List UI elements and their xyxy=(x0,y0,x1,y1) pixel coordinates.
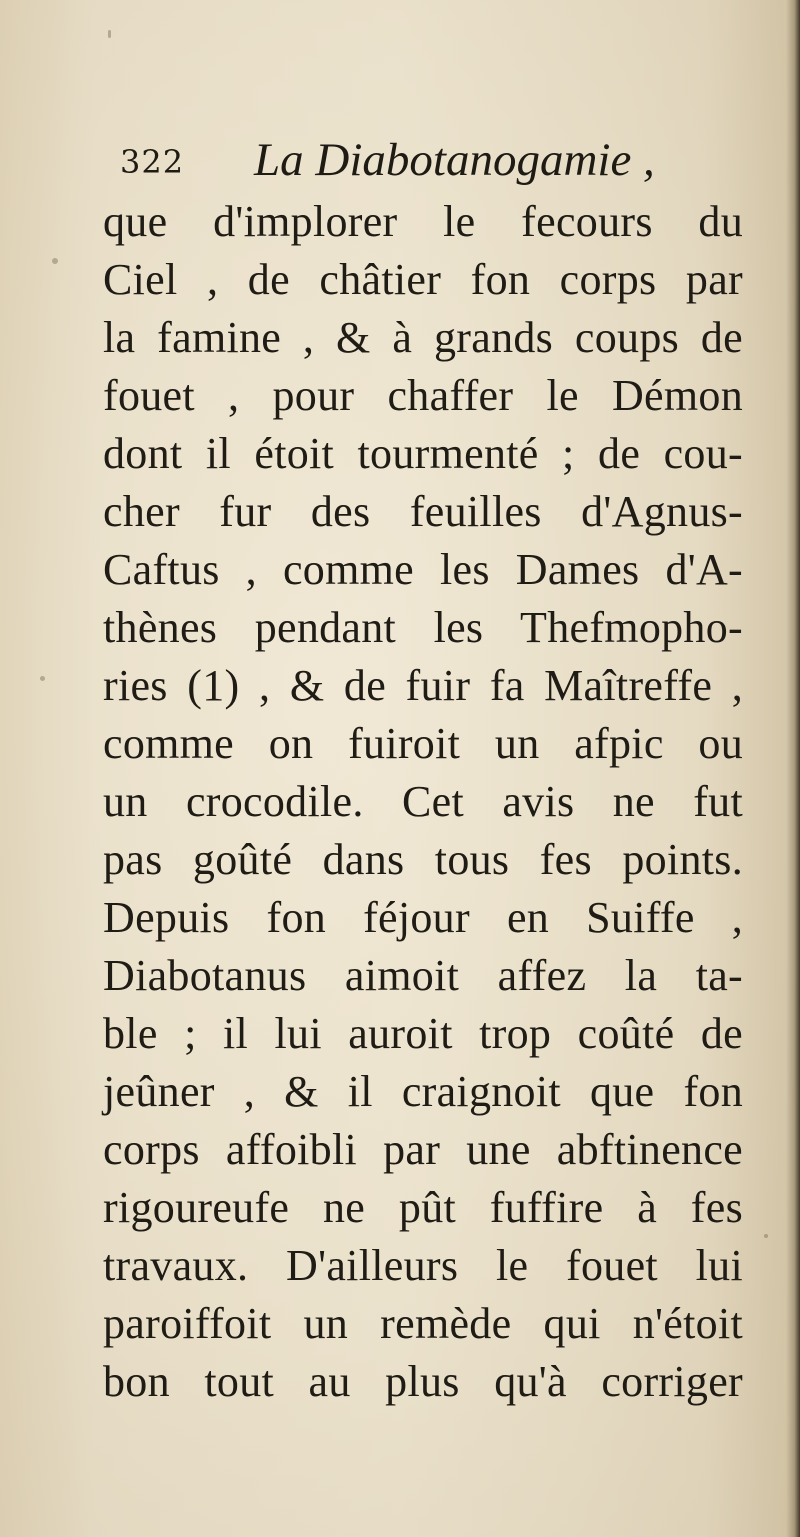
text-line: rigoureufe ne pût fuffire à fes xyxy=(103,1183,743,1232)
text-line: jeûner , & il craignoit que fon xyxy=(103,1067,743,1116)
text-line: comme on fuiroit un afpic ou xyxy=(103,719,743,768)
running-title: La Diabotanogamie , xyxy=(254,134,655,186)
text-line: Depuis fon féjour en Suiffe , xyxy=(103,893,743,942)
body-text xyxy=(103,193,743,1411)
text-line: cher fur des feuilles d'Agnus- xyxy=(103,487,743,536)
page-gutter-shadow xyxy=(786,0,800,1537)
text-line: Diabotanus aimoit affez la ta- xyxy=(103,951,743,1000)
text-line: travaux. D'ailleurs le fouet lui xyxy=(103,1241,743,1290)
text-line: un crocodile. Cet avis ne fut xyxy=(103,777,743,826)
paper-speck xyxy=(40,676,45,681)
text-line: la famine , & à grands coups de xyxy=(103,313,743,362)
text-line: Ciel , de châtier fon corps par xyxy=(103,255,743,304)
text-line: Caftus , comme les Dames d'A- xyxy=(103,545,743,594)
page-number: 322 xyxy=(120,143,185,181)
text-line: bon tout au plus qu'à corriger xyxy=(103,1357,743,1406)
text-line: pas goûté dans tous fes points. xyxy=(103,835,743,884)
text-line: paroiffoit un remède qui n'étoit xyxy=(103,1299,743,1348)
paper-speck xyxy=(764,1234,768,1238)
text-line: thènes pendant les Thefmopho- xyxy=(103,603,743,652)
paper-speck xyxy=(52,258,58,264)
text-line: dont il étoit tourmenté ; de cou- xyxy=(103,429,743,478)
text-line: que d'implorer le fecours du xyxy=(103,197,743,246)
page-header xyxy=(120,128,680,192)
text-line: ries (1) , & de fuir fa Maîtreffe , xyxy=(103,661,743,710)
text-line: corps affoibli par une abftinence xyxy=(103,1125,743,1174)
paper-speck xyxy=(108,30,111,38)
text-line: ble ; il lui auroit trop coûté de xyxy=(103,1009,743,1058)
text-line: fouet , pour chaffer le Démon xyxy=(103,371,743,420)
